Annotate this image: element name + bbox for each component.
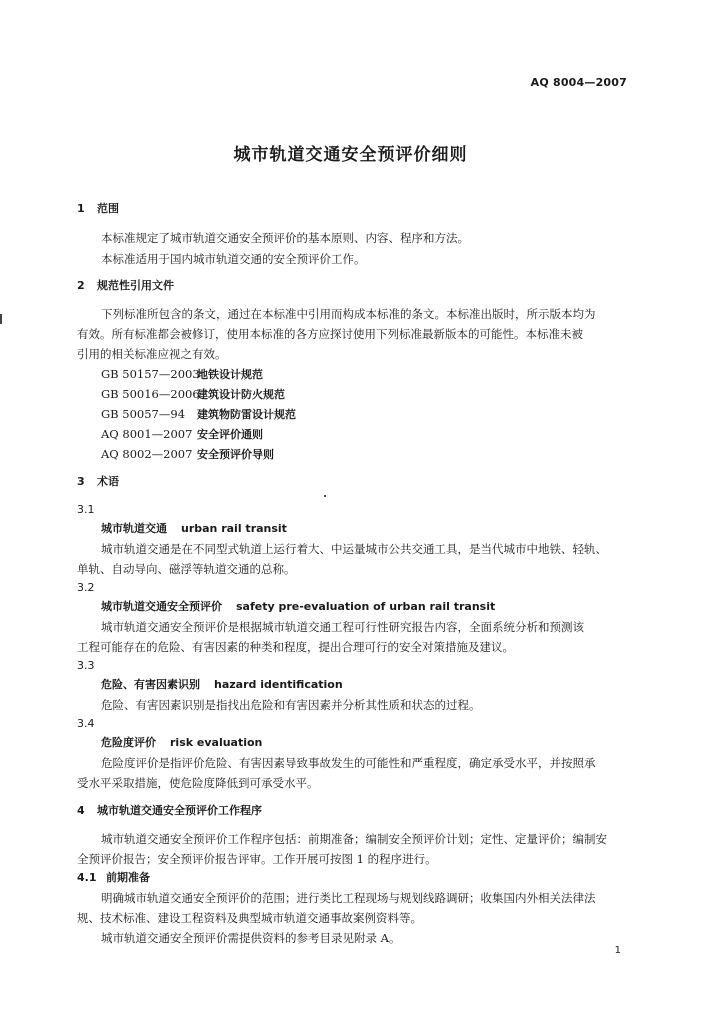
term-zh: 城市轨道交通安全预评价 (101, 600, 222, 613)
reference-item (101, 406, 296, 423)
reference-code: GB 50157—2003 (101, 367, 200, 381)
reference-name: 地铁设计规范 (197, 368, 263, 381)
standard-code: AQ 8004—2007 (530, 76, 627, 89)
page-number: 1 (614, 945, 621, 956)
term-en: safety pre-evaluation of urban rail transit (236, 600, 496, 613)
term-3-3-number: 3.3 (77, 659, 95, 672)
reference-code: GB 50016—2006 (101, 387, 200, 401)
reference-name: 建筑设计防火规范 (197, 388, 285, 401)
term-zh: 危险度评价 (101, 736, 156, 749)
term-zh: 城市轨道交通 (101, 522, 167, 535)
term-3-2-title (101, 599, 495, 615)
term-3-3-title (101, 677, 343, 693)
section-4-1-number: 4.1 (77, 871, 97, 884)
term-3-1-definition-line-1: 城市轨道交通是在不同型式轨道上运行着大、中运量城市公共交通工具，是当代城市中地铁、轻轨、 (101, 542, 607, 556)
term-3-4-title (101, 735, 262, 751)
section-1-paragraph-1: 本标准规定了城市轨道交通安全预评价的基本原则、内容、程序和方法。 (101, 231, 469, 245)
term-3-3-definition-line-1: 危险、有害因素识别是指找出危险和有害因素并分析其性质和状态的过程。 (101, 698, 481, 712)
section-2-heading: 规范性引用文件 (97, 279, 174, 292)
term-3-2-definition-line-2: 工程可能存在的危险、有害因素的种类和程度，提出合理可行的安全对策措施及建议。 (77, 640, 514, 654)
section-4-1-line-1: 明确城市轨道交通安全预评价的范围；进行类比工程现场与规划线路调研；收集国内外相关法律法 (101, 891, 596, 905)
reference-item (101, 446, 274, 463)
term-3-2-number: 3.2 (77, 581, 95, 594)
scan-speck (324, 495, 326, 497)
section-2-paragraph-line-2: 有效。所有标准都会被修订，使用本标准的各方应探讨使用下列标准最新版本的可能性。本标准未被 (77, 327, 583, 341)
section-4-1-heading: 前期准备 (106, 871, 150, 884)
reference-code: GB 50057—94 (101, 407, 186, 421)
reference-code: AQ 8001—2007 (101, 427, 193, 441)
term-en: hazard identification (214, 678, 343, 691)
section-3-heading: 术语 (97, 475, 119, 488)
section-4-1-line-3: 城市轨道交通安全预评价需提供资料的参考目录见附录 A。 (101, 931, 401, 945)
section-3-number: 3 (77, 475, 85, 488)
term-en: risk evaluation (170, 736, 263, 749)
term-3-1-number: 3.1 (77, 503, 95, 516)
section-2-paragraph-line-3: 引用的相关标准应视之有效。 (77, 347, 227, 361)
reference-item (101, 386, 285, 403)
section-4-number: 4 (77, 804, 85, 817)
term-3-1-definition-line-2: 单轨、自动导向、磁浮等轨道交通的总称。 (77, 562, 296, 576)
section-1-heading: 范围 (97, 202, 119, 215)
section-1-paragraph-2: 本标准适用于国内城市轨道交通的安全预评价工作。 (101, 252, 366, 266)
reference-name: 安全评价通则 (197, 428, 263, 441)
reference-name: 建筑物防雷设计规范 (197, 408, 296, 421)
document-title: 城市轨道交通安全预评价细则 (233, 145, 468, 165)
reference-item (101, 426, 263, 443)
term-3-2-definition-line-1: 城市轨道交通安全预评价是根据城市轨道交通工程可行性研究报告内容，全面系统分析和预测该 (101, 620, 584, 634)
section-4-1-line-2: 规、技术标准、建设工程资料及典型城市轨道交通事故案例资料等。 (77, 911, 422, 925)
section-1-number: 1 (77, 202, 85, 215)
section-2-number: 2 (77, 279, 85, 292)
section-2-paragraph-line-1: 下列标准所包含的条文，通过在本标准中引用而构成本标准的条文。本标准出版时，所示版本均为 (101, 307, 596, 321)
reference-name: 安全预评价导则 (197, 448, 274, 461)
term-3-4-definition-line-1: 危险度评价是指评价危险、有害因素导致事故发生的可能性和严重程度，确定承受水平，并按照承 (101, 756, 596, 770)
term-3-1-title (101, 521, 287, 537)
reference-item (101, 366, 263, 383)
section-4-paragraph-line-1: 城市轨道交通安全预评价工作程序包括：前期准备；编制安全预评价计划；定性、定量评价；编制安 (101, 832, 607, 846)
term-3-4-definition-line-2: 受水平采取措施，使危险度降低到可承受水平。 (77, 776, 319, 790)
section-4-paragraph-line-2: 全预评价报告；安全预评价报告评审。工作开展可按图 1 的程序进行。 (77, 852, 437, 866)
section-4-heading: 城市轨道交通安全预评价工作程序 (97, 804, 262, 817)
term-3-4-number: 3.4 (77, 717, 95, 730)
reference-code: AQ 8002—2007 (101, 447, 193, 461)
scan-edge-mark (0, 314, 2, 324)
term-en: urban rail transit (181, 522, 287, 535)
term-zh: 危险、有害因素识别 (101, 678, 200, 691)
